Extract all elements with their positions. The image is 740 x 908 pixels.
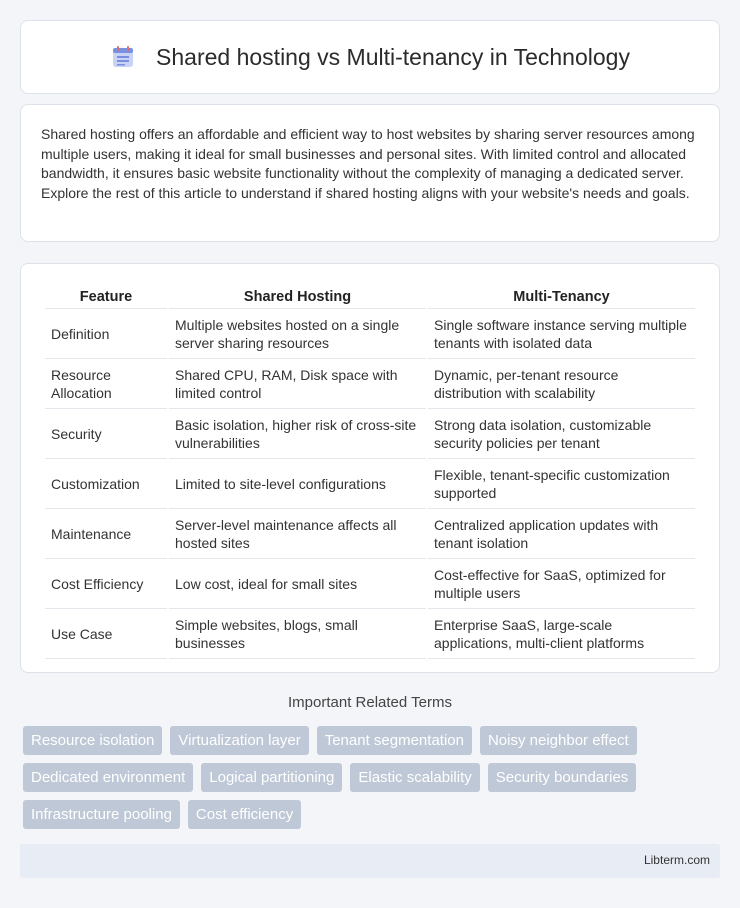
table-row bbox=[45, 359, 695, 409]
multi-tenancy-cell: Single software instance serving multiple tenants with isolated data bbox=[428, 309, 695, 359]
footer-brand-link[interactable]: Libterm.com bbox=[643, 853, 710, 867]
table-row bbox=[45, 459, 695, 509]
feature-cell: Maintenance bbox=[45, 509, 167, 559]
header-shared-hosting: Shared Hosting bbox=[169, 286, 426, 309]
feature-cell: Security bbox=[45, 409, 167, 459]
multi-tenancy-cell: Enterprise SaaS, large-scale applications, multi-client platforms bbox=[428, 609, 695, 659]
shared-hosting-cell: Limited to site-level configurations bbox=[169, 459, 426, 509]
shared-hosting-cell: Multiple websites hosted on a single server sharing resources bbox=[169, 309, 426, 359]
table-row bbox=[45, 559, 695, 609]
feature-cell: Use Case bbox=[45, 609, 167, 659]
multi-tenancy-cell: Flexible, tenant-specific customization supported bbox=[428, 459, 695, 509]
related-term-tag[interactable]: Elastic scalability bbox=[350, 763, 479, 792]
shared-hosting-cell: Shared CPU, RAM, Disk space with limited control bbox=[169, 359, 426, 409]
table-row bbox=[45, 409, 695, 459]
multi-tenancy-cell: Centralized application updates with tenant isolation bbox=[428, 509, 695, 559]
header-feature: Feature bbox=[45, 286, 167, 309]
related-term-tag[interactable]: Infrastructure pooling bbox=[23, 800, 180, 829]
related-term-tag[interactable]: Dedicated environment bbox=[23, 763, 193, 792]
intro-text: Shared hosting offers an affordable and efficient way to host websites by sharing server resources among multiple users, making it ideal for small businesses and personal sites. With limited control and allocated bandwidth, it ensures basic website functionality without the complexity of managing a dedicated server. Explore the rest of this article to understand if shared hosting aligns with your website's needs and goals. bbox=[41, 126, 695, 202]
related-term-tag[interactable]: Logical partitioning bbox=[201, 763, 342, 792]
page-title: Shared hosting vs Multi-tenancy in Technology bbox=[156, 43, 630, 70]
document-list-icon bbox=[110, 44, 136, 70]
related-term-tag[interactable]: Virtualization layer bbox=[170, 726, 308, 755]
feature-cell: Customization bbox=[45, 459, 167, 509]
table-row bbox=[45, 509, 695, 559]
feature-cell: Cost Efficiency bbox=[45, 559, 167, 609]
multi-tenancy-cell: Dynamic, per-tenant resource distribution with scalability bbox=[428, 359, 695, 409]
table-row bbox=[45, 609, 695, 659]
feature-cell: Resource Allocation bbox=[45, 359, 167, 409]
table-row bbox=[45, 309, 695, 359]
related-terms-title: Important Related Terms bbox=[288, 694, 452, 711]
multi-tenancy-cell: Cost-effective for SaaS, optimized for multiple users bbox=[428, 559, 695, 609]
title-card bbox=[20, 20, 720, 94]
multi-tenancy-cell: Strong data isolation, customizable security policies per tenant bbox=[428, 409, 695, 459]
table-header-row bbox=[45, 286, 695, 309]
comparison-table bbox=[43, 286, 697, 659]
related-term-tag[interactable]: Resource isolation bbox=[23, 726, 162, 755]
feature-cell: Definition bbox=[45, 309, 167, 359]
related-term-tag[interactable]: Cost efficiency bbox=[188, 800, 301, 829]
shared-hosting-cell: Low cost, ideal for small sites bbox=[169, 559, 426, 609]
header-multi-tenancy: Multi-Tenancy bbox=[428, 286, 695, 309]
related-term-tag[interactable]: Noisy neighbor effect bbox=[480, 726, 637, 755]
related-terms-list bbox=[23, 726, 723, 829]
shared-hosting-cell: Server-level maintenance affects all hosted sites bbox=[169, 509, 426, 559]
related-term-tag[interactable]: Security boundaries bbox=[488, 763, 637, 792]
footer bbox=[20, 844, 720, 878]
shared-hosting-cell: Basic isolation, higher risk of cross-site vulnerabilities bbox=[169, 409, 426, 459]
related-term-tag[interactable]: Tenant segmentation bbox=[317, 726, 472, 755]
comparison-table-card bbox=[20, 263, 720, 673]
shared-hosting-cell: Simple websites, blogs, small businesses bbox=[169, 609, 426, 659]
intro-card bbox=[20, 104, 720, 242]
